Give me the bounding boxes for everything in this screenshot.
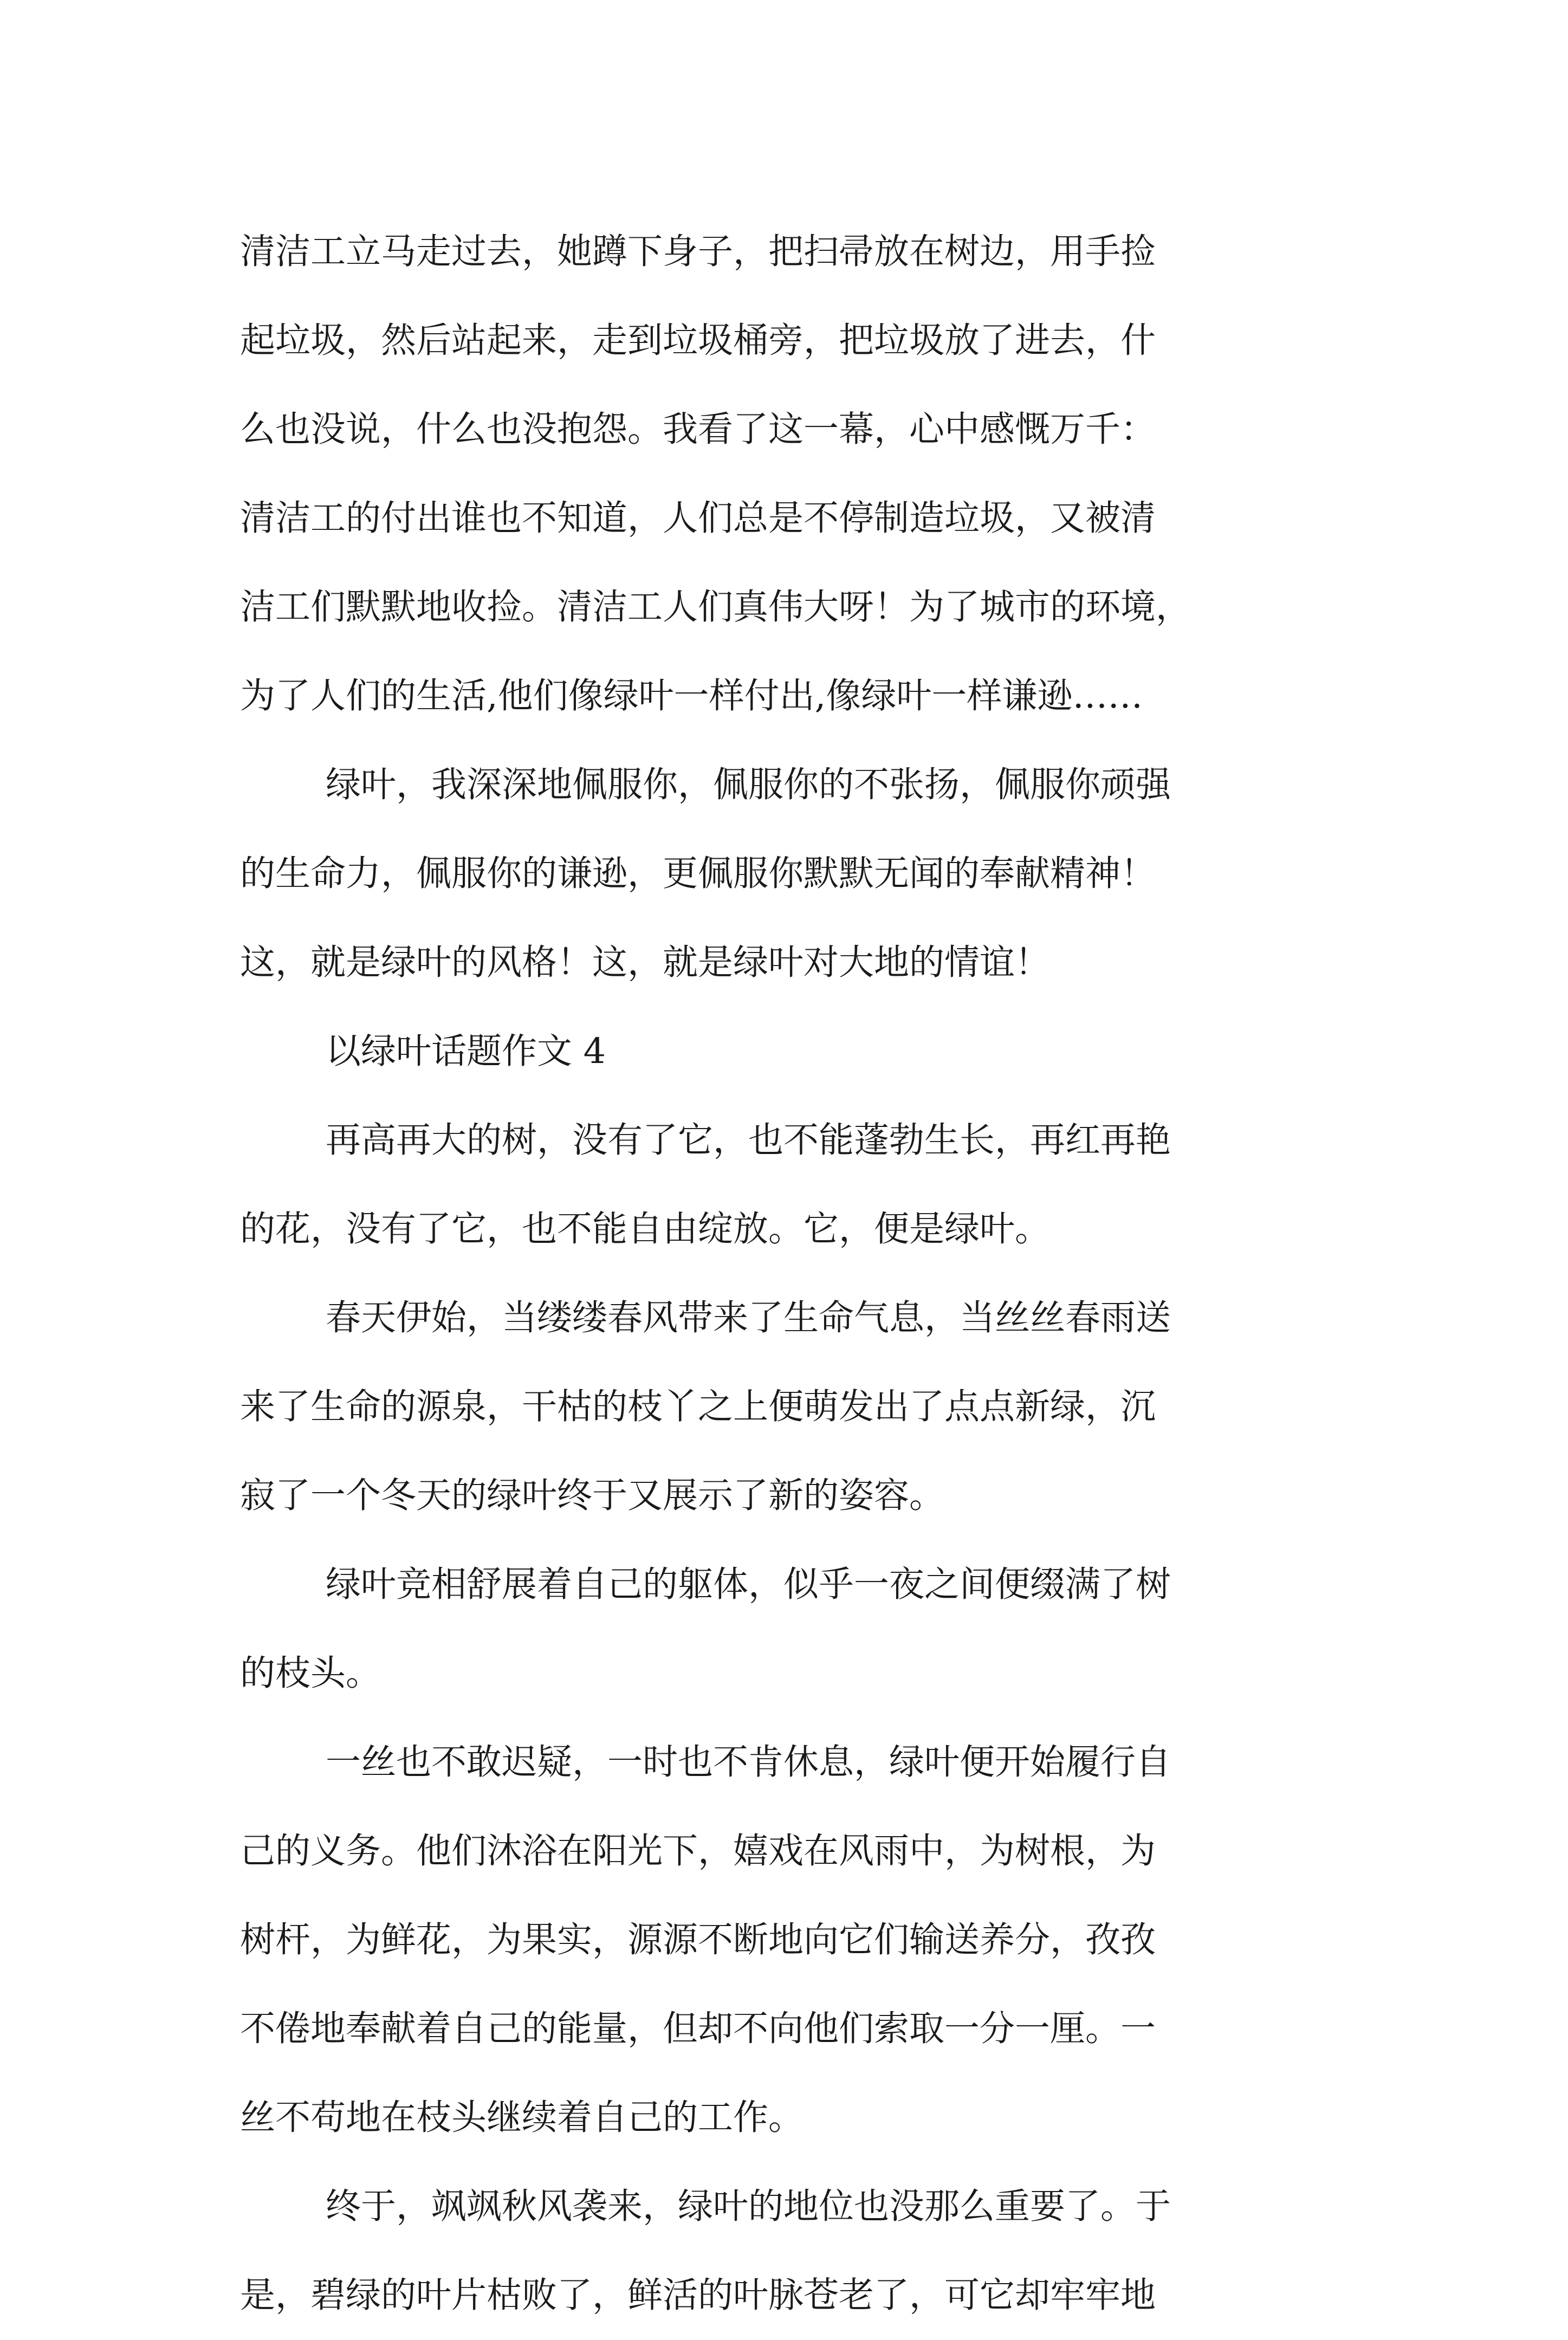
text-line: 来了生命的源泉，干枯的枝丫之上便萌发出了点点新绿，沉 xyxy=(240,1386,1156,1427)
text-line: 不倦地奉献着自己的能量，但却不向他们索取一分一厘。一 xyxy=(240,2008,1156,2049)
text-line: 一丝也不敢迟疑，一时也不肯休息，绿叶便开始履行自 xyxy=(326,1742,1171,1782)
text-line: 的枝头。 xyxy=(240,1653,381,1694)
essay-text xyxy=(240,208,1343,2340)
text-line: 丝不苟地在枝头继续着自己的工作。 xyxy=(240,2097,804,2138)
text-line: 树杆，为鲜花，为果实，源源不断地向它们输送养分，孜孜 xyxy=(240,1920,1156,1960)
text-line: 春天伊始，当缕缕春风带来了生命气息，当丝丝春雨送 xyxy=(326,1298,1171,1338)
text-line: 终于，飒飒秋风袭来，绿叶的地位也没那么重要了。于 xyxy=(326,2186,1171,2227)
text-line: 再高再大的树，没有了它，也不能蓬勃生长，再红再艳 xyxy=(326,1120,1171,1161)
text-line: 己的义务。他们沐浴在阳光下，嬉戏在风雨中，为树根，为 xyxy=(240,1831,1156,1871)
text-line: 洁工们默默地收捡。清洁工人们真伟大呀！为了城市的环境， xyxy=(240,587,1191,627)
text-line: 这，就是绿叶的风格！这，就是绿叶对大地的情谊！ xyxy=(240,942,1051,983)
text-line: 绿叶竞相舒展着自己的躯体，似乎一夜之间便缀满了树 xyxy=(326,1564,1171,1605)
text-line: 为了人们的生活,他们像绿叶一样付出,像绿叶一样谦逊…… xyxy=(240,676,1143,716)
text-line: 绿叶，我深深地佩服你，佩服你的不张扬，佩服你顽强 xyxy=(326,764,1171,805)
text-line: 的花，没有了它，也不能自由绽放。它，便是绿叶。 xyxy=(240,1209,1051,1249)
text-line: 么也没说，什么也没抱怨。我看了这一幕，心中感慨万千： xyxy=(240,409,1156,450)
text-line: 的生命力，佩服你的谦逊，更佩服你默默无闻的奉献精神！ xyxy=(240,853,1156,894)
text-line: 清洁工立马走过去，她蹲下身子，把扫帚放在树边，用手捡 xyxy=(240,231,1156,272)
section-heading: 以绿叶话题作文 4 xyxy=(326,1031,606,1072)
text-line: 是，碧绿的叶片枯败了，鲜活的叶脉苍老了，可它却牢牢地 xyxy=(240,2275,1156,2316)
text-line: 起垃圾，然后站起来，走到垃圾桶旁，把垃圾放了进去，什 xyxy=(240,320,1156,361)
text-line: 寂了一个冬天的绿叶终于又展示了新的姿容。 xyxy=(240,1475,945,1516)
text-line: 清洁工的付出谁也不知道，人们总是不停制造垃圾，又被清 xyxy=(240,498,1156,539)
